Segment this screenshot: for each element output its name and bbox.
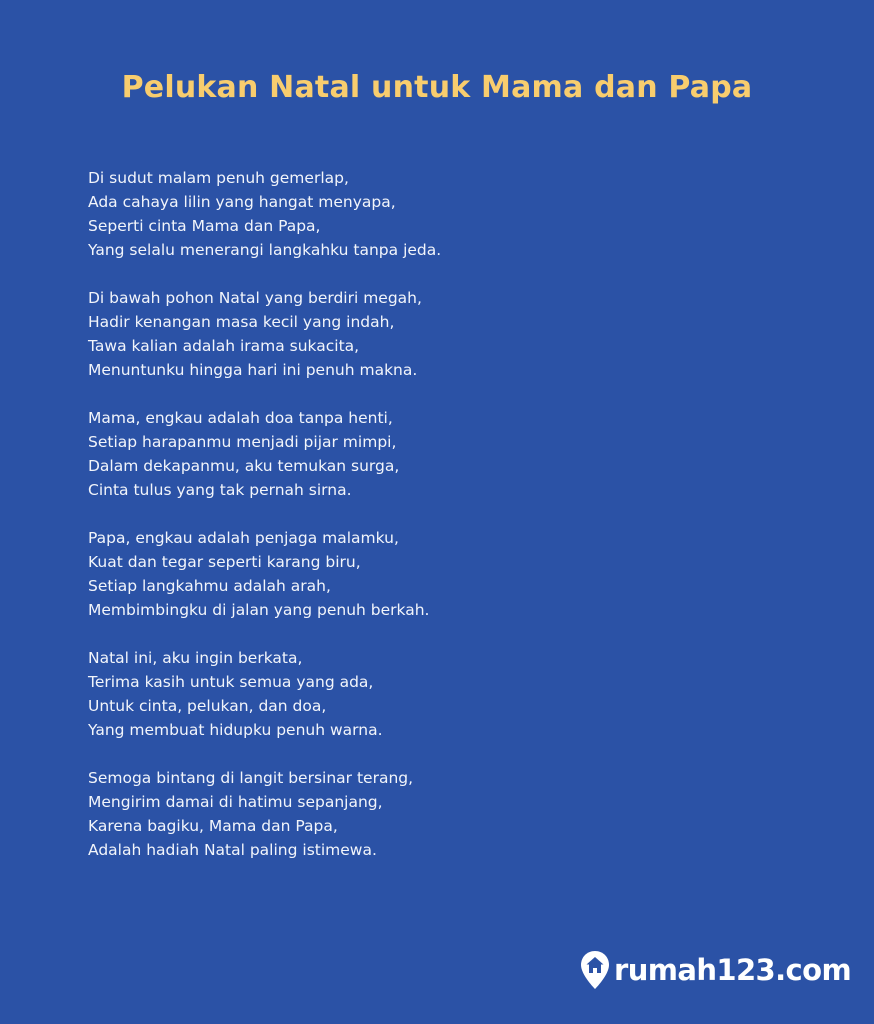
stanza-3 [88, 406, 808, 502]
poem-line: Adalah hadiah Natal paling istimewa. [88, 841, 377, 859]
poem-line: Tawa kalian adalah irama sukacita, [88, 337, 360, 355]
poem-line: Membimbingku di jalan yang penuh berkah. [88, 601, 430, 619]
poem-line: Kuat dan tegar seperti karang biru, [88, 553, 361, 571]
poem-title: Pelukan Natal untuk Mama dan Papa [121, 70, 753, 105]
poem-line: Cinta tulus yang tak pernah sirna. [88, 481, 352, 499]
poem-line: Menuntunku hingga hari ini penuh makna. [88, 361, 418, 379]
poem-line: Untuk cinta, pelukan, dan doa, [88, 697, 327, 715]
poem-line: Ada cahaya lilin yang hangat menyapa, [88, 193, 396, 211]
poem-line: Mengirim damai di hatimu sepanjang, [88, 793, 383, 811]
poem-line: Papa, engkau adalah penjaga malamku, [88, 529, 399, 547]
poem-line: Seperti cinta Mama dan Papa, [88, 217, 321, 235]
poem-line: Terima kasih untuk semua yang ada, [88, 673, 374, 691]
stanza-5 [88, 646, 808, 742]
poem-line: Semoga bintang di langit bersinar terang, [88, 769, 414, 787]
poem-line: Hadir kenangan masa kecil yang indah, [88, 313, 395, 331]
poem-line: Setiap langkahmu adalah arah, [88, 577, 331, 595]
poem-line: Natal ini, aku ingin berkata, [88, 649, 303, 667]
poem-line: Dalam dekapanmu, aku temukan surga, [88, 457, 400, 475]
poem-line: Yang selalu menerangi langkahku tanpa jeda. [88, 241, 442, 259]
stanza-4 [88, 526, 808, 622]
rumah123-logo [580, 948, 851, 992]
logo-text: rumah123.com [614, 953, 852, 987]
poem-line: Karena bagiku, Mama dan Papa, [88, 817, 338, 835]
poem-line: Mama, engkau adalah doa tanpa henti, [88, 409, 393, 427]
poem-line: Di bawah pohon Natal yang berdiri megah, [88, 289, 422, 307]
poem-line: Di sudut malam penuh gemerlap, [88, 169, 349, 187]
poem-line: Yang membuat hidupku penuh warna. [88, 721, 383, 739]
poem-body [88, 166, 808, 886]
stanza-6 [88, 766, 808, 862]
stanza-1 [88, 166, 808, 262]
stanza-2 [88, 286, 808, 382]
poem-line: Setiap harapanmu menjadi pijar mimpi, [88, 433, 397, 451]
location-pin-house-icon [580, 950, 610, 990]
